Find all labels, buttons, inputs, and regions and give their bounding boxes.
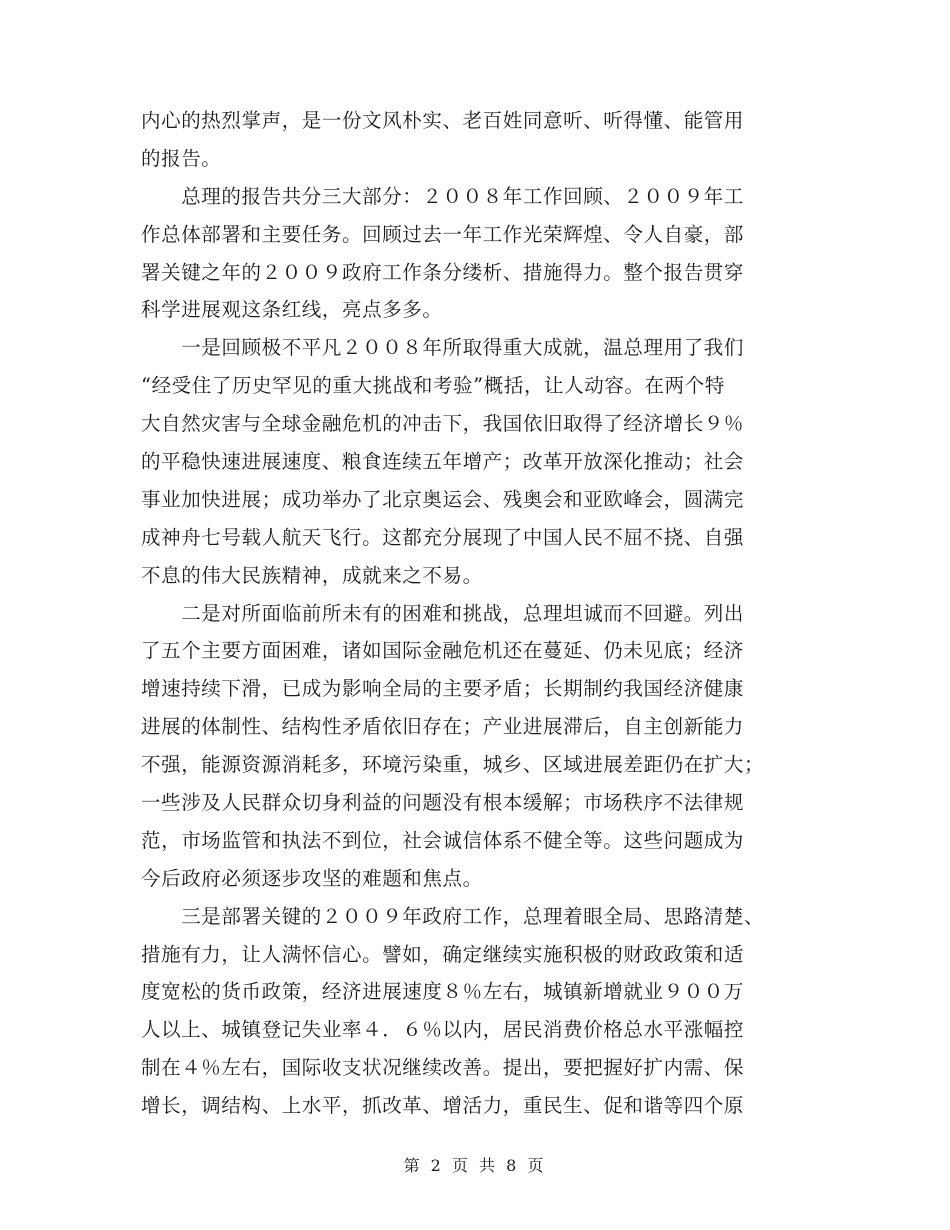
text-line: 一是回顾极不平凡２００８年所取得重大成就，温总理用了我们 [141, 336, 745, 360]
text-line: 进展的体制性、结构性矛盾依旧存在；产业进展滞后，自主创新能力 [141, 715, 745, 739]
text-line: 署关键之年的２００９政府工作条分缕析、措施得力。整个报告贯穿 [141, 260, 745, 284]
text-line: 人以上、城镇登记失业率４．６％以内，居民消费价格总水平涨幅控 [141, 1018, 745, 1042]
text-line: 总理的报告共分三大部分：２００８年工作回顾、２００９年工 [141, 184, 745, 208]
text-line: 三是部署关键的２００９年政府工作，总理着眼全局、思路清楚、 [141, 904, 765, 928]
text-line: 内心的热烈掌声，是一份文风朴实、老百姓同意听、听得懂、能管用 [141, 109, 745, 132]
page-number-footer: 第 2 页 共 8 页 [403, 1156, 547, 1175]
text-line: 度宽松的货币政策，经济进展速度８％左右，城镇新增就业９００万 [141, 980, 745, 1004]
text-line: 增速持续下滑，已成为影响全局的主要矛盾；长期制约我国经济健康 [141, 677, 745, 701]
text-line: 作总体部署和主要任务。回顾过去一年工作光荣辉煌、令人自豪，部 [141, 222, 745, 246]
text-line: 二是对所面临前所未有的困难和挑战，总理坦诚而不回避。列出 [141, 601, 745, 625]
text-line: 增长，调结构、上水平，抓改革、增活力，重民生、促和谐等四个原 [141, 1094, 745, 1118]
text-line: 的平稳快速进展速度、粮食连续五年增产；改革开放深化推动；社会 [141, 450, 745, 474]
text-line: 制在４％左右，国际收支状况继续改善。提出，要把握好扩内需、保 [141, 1056, 745, 1080]
text-line: 科学进展观这条红线，亮点多多。 [141, 298, 443, 322]
text-line: 事业加快进展；成功举办了北京奥运会、残奥会和亚欧峰会，圆满完 [141, 487, 745, 511]
text-line: 不息的伟大民族精神，成就来之不易。 [141, 563, 483, 587]
text-line: 不强，能源资源消耗多，环境污染重，城乡、区域进展差距仍在扩大； [141, 753, 765, 777]
text-line: “经受住了历史罕见的重大挑战和考验”概括，让人动容。在两个特 [141, 374, 725, 398]
text-line: 大自然灾害与全球金融危机的冲击下，我国依旧取得了经济增长９％ [141, 412, 745, 436]
text-line: 一些涉及人民群众切身利益的问题没有根本缓解；市场秩序不法律规 [141, 791, 745, 815]
text-line: 成神舟七号载人航天飞行。这都充分展现了中国人民不屈不挠、自强 [141, 525, 745, 549]
text-line: 范，市场监管和执法不到位，社会诚信体系不健全等。这些问题成为 [141, 828, 745, 852]
text-line: 了五个主要方面困难，诸如国际金融危机还在蔓延、仍未见底；经济 [141, 639, 745, 663]
text-line: 措施有力，让人满怀信心。譬如，确定继续实施积极的财政政策和适 [141, 942, 745, 966]
text-line: 的报告。 [141, 146, 222, 170]
text-line: 今后政府必须逐步攻坚的难题和焦点。 [141, 866, 483, 890]
body-text [141, 102, 801, 1125]
